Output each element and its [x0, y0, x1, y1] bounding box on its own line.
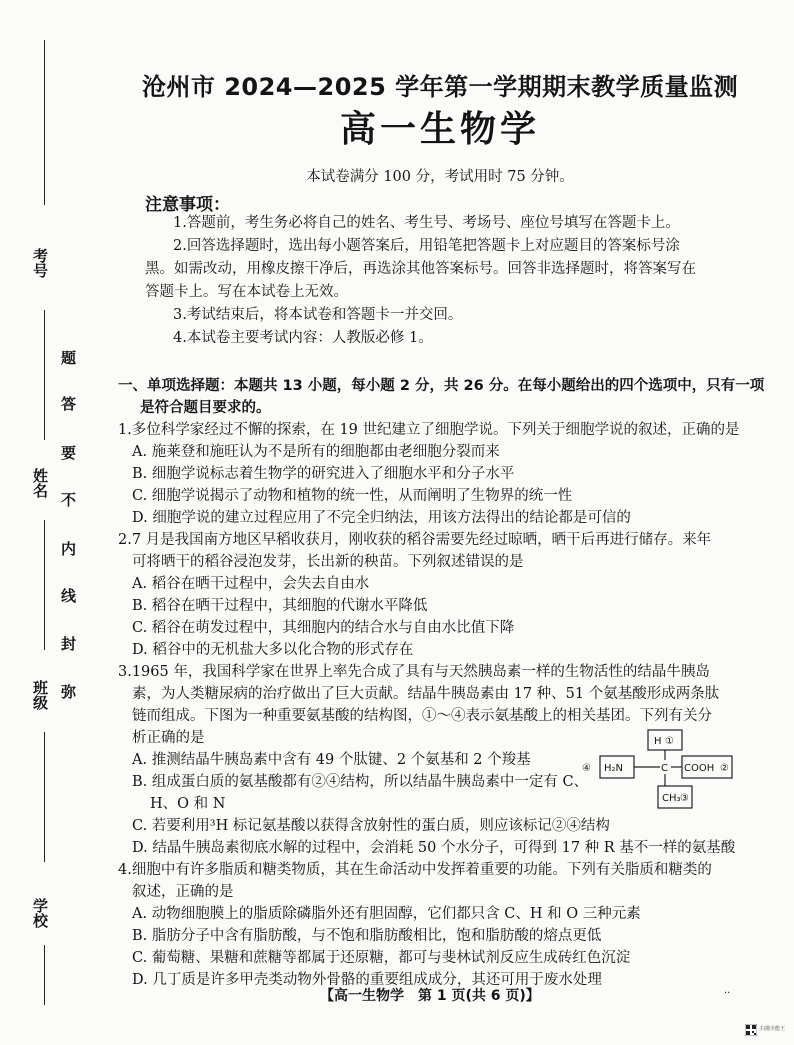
exam-title: 沧州市 2024—2025 学年第一学期期末教学质量监测 — [141, 73, 739, 101]
watermark-text: 扫描全能王 — [760, 1026, 786, 1032]
h-group-number: ① — [665, 736, 674, 747]
seal-char: 线 — [61, 587, 77, 605]
score-info: 本试卷满分 100 分，考试用时 75 分钟。 — [306, 169, 574, 185]
option-continued: H、O 和 N — [150, 796, 226, 812]
option: A. 动物细胞膜上的脂质除磷脂外还有胆固醇，它们都只含 C、H 和 O 三种元素 — [132, 906, 641, 922]
option: A. 稻谷在晒干过程中，会失去自由水 — [132, 576, 370, 592]
question-stem: 1.多位科学家经过不懈的探索，在 19 世纪建立了细胞学说。下列关于细胞学说的叙述，正确的是 — [118, 422, 740, 438]
option: D. 稻谷中的无机盐大多以化合物的形式存在 — [132, 642, 414, 658]
option: B. 细胞学说标志着生物学的研究进入了细胞水平和分子水平 — [132, 466, 515, 482]
amino-acid-structure-figure — [580, 726, 740, 812]
amino-group: H₂N — [604, 763, 624, 774]
notice-line: 答题卡上。写在本试卷上无效。 — [145, 284, 348, 300]
dots: ·· — [724, 988, 731, 999]
qr-code-icon — [745, 1024, 757, 1036]
question-stem: 析正确的是 — [132, 730, 205, 746]
name-line — [44, 520, 45, 650]
option: A. 施莱登和施旺认为不是所有的细胞都由老细胞分裂而来 — [132, 444, 500, 460]
class-label: 班级 — [31, 680, 49, 710]
seal-char: 封 — [61, 635, 77, 653]
amino-group-number: ④ — [582, 763, 591, 774]
r-group-number: ③ — [680, 793, 689, 804]
notice-line: 4.本试卷主要考试内容：人教版必修 1。 — [173, 330, 433, 346]
question-stem: 2.7 月是我国南方地区早稻收获月，刚收获的稻谷需要先经过晾晒，晒干后再进行储存。来年 — [118, 532, 712, 548]
notice-line: 黑。如需改动，用橡皮擦干净后，再选涂其他答案标号。回答非选择题时，将答案写在 — [145, 261, 696, 277]
class-line — [44, 732, 45, 862]
option: B. 组成蛋白质的氨基酸都有②④结构，所以结晶牛胰岛素中一定有 C、 — [132, 774, 589, 790]
section-heading: 是符合题目要求的。 — [140, 400, 271, 416]
option: C. 细胞学说揭示了动物和植物的统一性，从而阐明了生物界的统一性 — [132, 488, 573, 504]
carboxyl-group: COOH — [684, 763, 715, 774]
exam-no-line — [44, 310, 45, 440]
school-line — [44, 945, 45, 1005]
seal-char: 不 — [61, 491, 77, 509]
carboxyl-group-number: ② — [720, 763, 729, 774]
question-stem: 叙述，正确的是 — [132, 884, 234, 900]
seal-char: 要 — [61, 444, 77, 462]
option: B. 脂肪分子中含有脂肪酸，与不饱和脂肪酸相比，饱和脂肪酸的熔点更低 — [132, 928, 602, 944]
notice-line: 1.答题前，考生务必将自己的姓名、考生号、考场号、座位号填写在答题卡上。 — [173, 215, 680, 231]
r-group: CH₃ — [662, 793, 681, 804]
notice-line: 2.回答选择题时，选出每小题答案后，用铅笔把答题卡上对应题目的答案标号涂 — [173, 238, 680, 254]
question-stem: 链而组成。下图为一种重要氨基酸的结构图，①～④表示氨基酸上的相关基团。下列有关分 — [132, 708, 712, 724]
seal-char: 内 — [61, 540, 77, 558]
seal-char: 题 — [61, 349, 77, 367]
option: C. 稻谷在萌发过程中，其细胞内的结合水与自由水比值下降 — [132, 620, 515, 636]
school-label: 学校 — [31, 898, 49, 928]
option: D. 几丁质是许多甲壳类动物外骨骼的重要组成成分，其还可用于废水处理 — [132, 972, 602, 988]
notice-title: 注意事项： — [145, 195, 230, 215]
option: D. 结晶牛胰岛素彻底水解的过程中，会消耗 50 个水分子，可得到 17 种 R 基不一样的氨基酸 — [132, 840, 736, 856]
question-stem: 可将晒干的稻谷浸泡发芽，长出新的秧苗。下列叙述错误的是 — [132, 554, 524, 570]
notice-line: 3.考试结束后，将本试卷和答题卡一并交回。 — [173, 307, 463, 323]
option: A. 推测结晶牛胰岛素中含有 49 个肽键、2 个氨基和 2 个羧基 — [132, 752, 531, 768]
option: C. 若要利用³H 标记氨基酸以获得含放射性的蛋白质，则应该标记②④结构 — [132, 818, 610, 834]
h-group: H — [654, 736, 662, 747]
binding-line-top — [44, 40, 45, 205]
exam-no-label: 考号 — [31, 248, 49, 278]
question-stem: 4.细胞中有许多脂质和糖类物质，其在生命活动中发挥着重要的功能。下列有关脂质和糖类的 — [118, 862, 712, 878]
question-stem: 3.1965 年，我国科学家在世界上率先合成了具有与天然胰岛素一样的生物活性的结晶牛胰岛 — [118, 664, 710, 680]
option: B. 稻谷在晒干过程中，其细胞的代谢水平降低 — [132, 598, 428, 614]
option: C. 葡萄糖、果糖和蔗糖等都属于还原糖，都可与斐林试剂反应生成砖红色沉淀 — [132, 950, 631, 966]
subject-title: 高一生物学 — [339, 109, 540, 150]
section-heading: 一、单项选择题：本题共 13 小题，每小题 2 分，共 26 分。在每小题给出的四个选项中，只有一项 — [118, 378, 765, 394]
seal-char: 弥 — [61, 683, 77, 701]
page-footer: 【高一生物学 第 1 页(共 6 页)】 — [320, 988, 540, 1004]
seal-char: 答 — [61, 395, 77, 413]
name-label: 姓名 — [31, 468, 49, 498]
question-stem: 素，为人类糖尿病的治疗做出了巨大贡献。结晶牛胰岛素由 17 种、51 个氨基酸形成两条肽 — [132, 686, 720, 702]
central-carbon: C — [661, 763, 668, 774]
option: D. 细胞学说的建立过程应用了不完全归纳法，用该方法得出的结论都是可信的 — [132, 510, 631, 526]
